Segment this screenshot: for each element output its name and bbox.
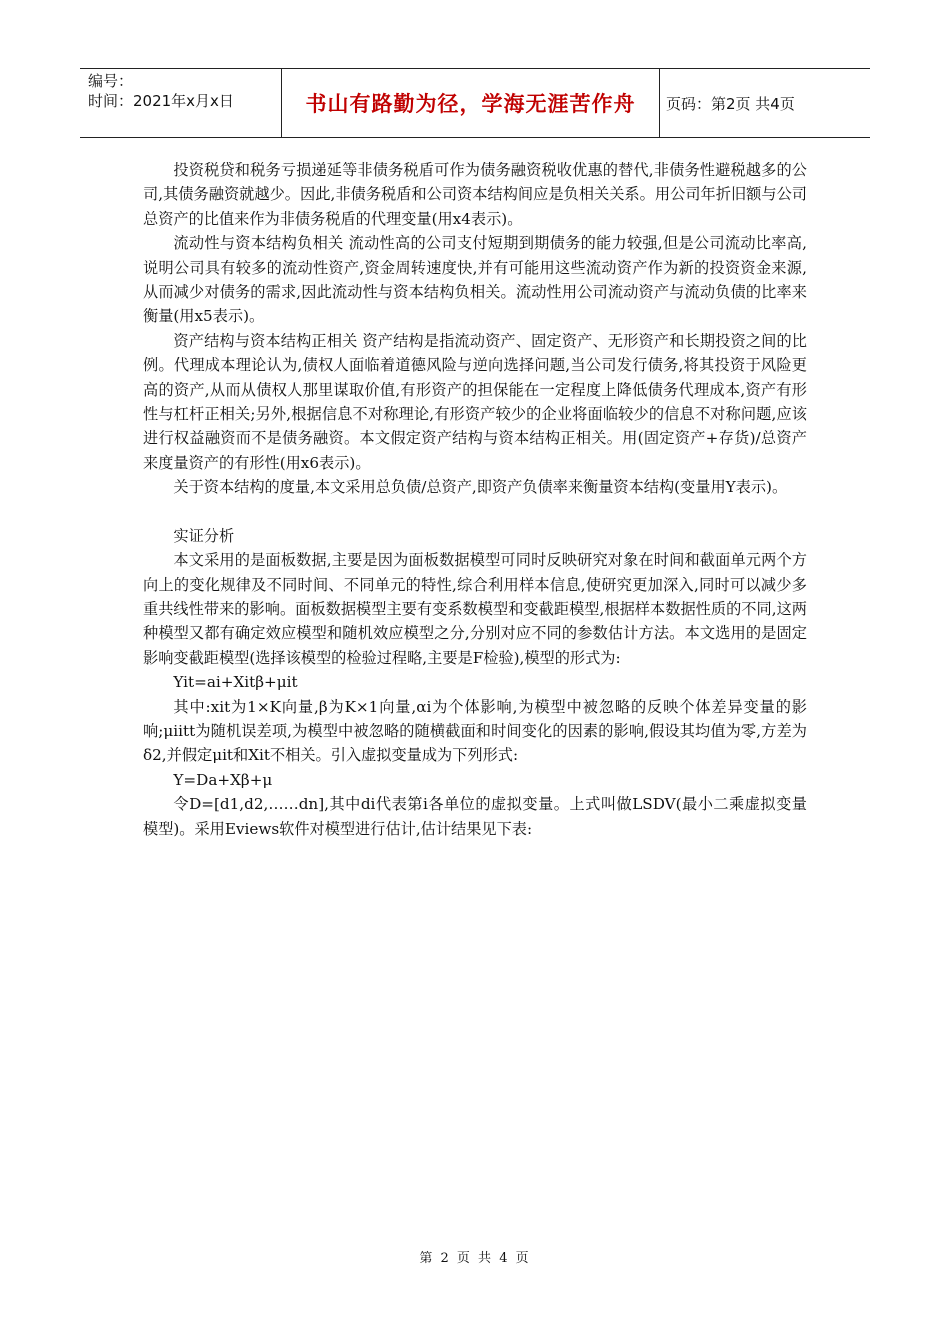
time-label: 时间：2021年x月x日 (88, 92, 234, 110)
header-meta (80, 69, 282, 137)
motto: 书山有路勤为径，学海无涯苦作舟 (305, 92, 636, 116)
header-page-info (660, 69, 870, 137)
document-header (80, 68, 870, 138)
page-footer: 第 2 页 共 4 页 (419, 1251, 531, 1266)
header-motto-cell (282, 69, 660, 137)
paragraph: 流动性与资本结构负相关 流动性高的公司支付短期到期债务的能力较强,但是公司流动比率高,说明公司具有较多的流动性资产,资金周转速度快,并有可能用这些流动资产作为新的投资资金来源,从而减少对债务的需求,因此流动性与资本结构负相关。流动性用公司流动资产与流动负债的比率来衡量(用x5表示)。 (143, 234, 807, 326)
paragraph: 关于资本结构的度量,本文采用总负债/总资产,即资产负债率来衡量资本结构(变量用Y表示)。 (173, 478, 788, 497)
formula: Y=Da+Xβ+μ (173, 770, 273, 789)
paragraph: 投资税贷和税务亏损递延等非债务税盾可作为债务融资税收优惠的替代,非债务性避税越多的公司,其债务融资就越少。因此,非债务税盾和公司资本结构间应是负相关关系。用公司年折旧额与公司总资产的比值来作为非债务税盾的代理变量(用x4表示)。 (143, 161, 807, 228)
paragraph: 令D=[d1,d2,……dn],其中di代表第i各单位的虚拟变量。上式叫做LSDV(最小二乘虚拟变量模型)。采用Eviews软件对模型进行估计,估计结果见下表: (143, 795, 807, 838)
paragraph: 其中:xit为1×K向量,β为K×1向量,αi为个体影响,为模型中被忽略的反映个体差异变量的影响;μiitt为随机误差项,为模型中被忽略的随横截面和时间变化的因素的影响,假设其均值为零,方差为δ2,并假定μit和Xit不相关。引入虚拟变量成为下列形式: (143, 697, 807, 765)
page-info: 页码：第2页 共4页 (666, 94, 795, 113)
number-label: 编号： (88, 72, 134, 90)
section-heading: 实证分析 (173, 526, 235, 545)
paragraph: 资产结构与资本结构正相关 资产结构是指流动资产、固定资产、无形资产和长期投资之间的比例。代理成本理论认为,债权人面临着道德风险与逆向选择问题,当公司发行债务,将其投资于风险更高的资产,从而从债权人那里谋取价值,有形资产的担保能在一定程度上降低债务代理成本,资产有形性与杠杆正相关;另外,根据信息不对称理论,有形资产较少的企业将面临较少的信息不对称问题,应该进行权益融资而不是债务融资。本文假定资产结构与资本结构正相关。用(固定资产+存货)/总资产来度量资产的有形性(用x6表示)。 (143, 331, 807, 472)
document-body (143, 158, 807, 841)
paragraph: 本文采用的是面板数据,主要是因为面板数据模型可同时反映研究对象在时间和截面单元两个方向上的变化规律及不同时间、不同单元的特性,综合利用样本信息,使研究更加深入,同时可以减少多重共线性带来的影响。面板数据模型主要有变系数模型和变截距模型,根据样本数据性质的不同,这两种模型又都有确定效应模型和随机效应模型之分,分别对应不同的参数估计方法。本文选用的是固定影响变截距模型(选择该模型的检验过程略,主要是F检验),模型的形式为: (143, 551, 807, 667)
formula: Yit=ai+Xitβ+μit (173, 673, 298, 692)
